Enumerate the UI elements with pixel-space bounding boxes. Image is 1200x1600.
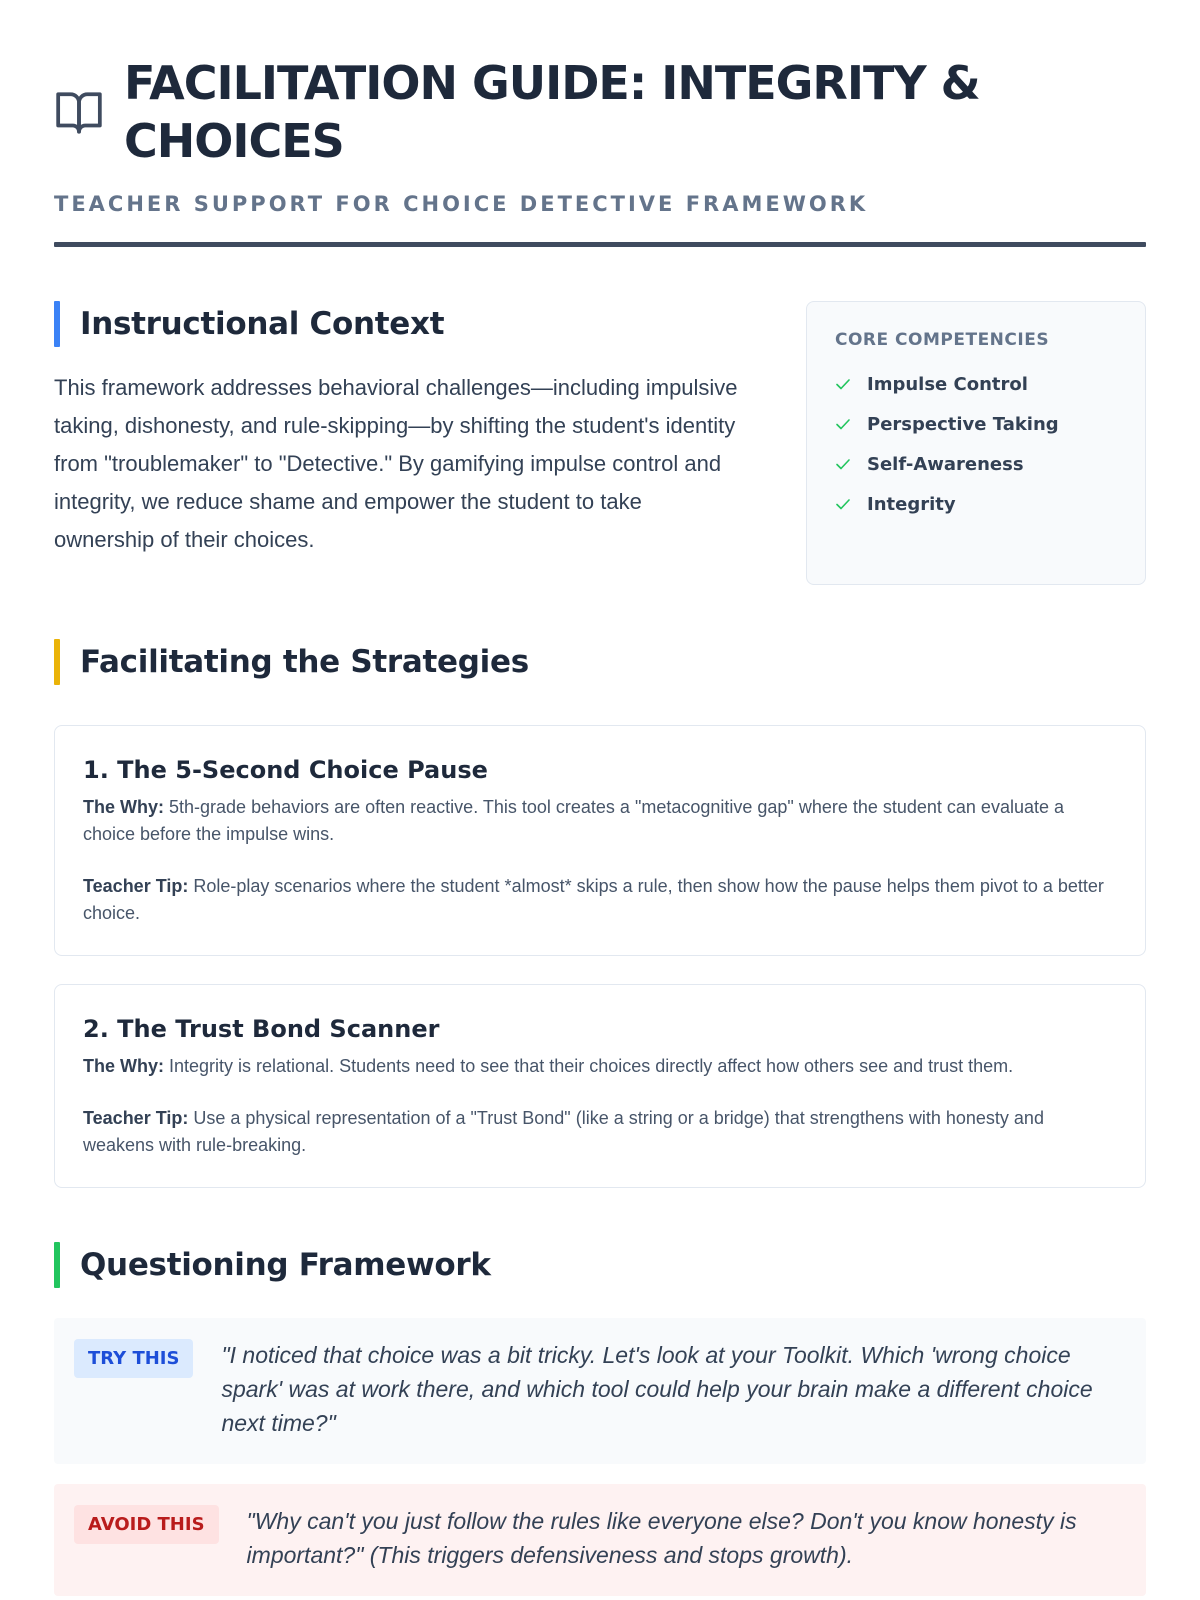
instructional-context-section: [54, 301, 1146, 585]
context-body: This framework addresses behavioral challenges—including impulsive taking, dishonesty, and rule-skipping—by shifting the student's identity from "troublemaker" to "Detective." By gamifying impulse control and integrity, we reduce shame and empower the student to take ownership of their choices.: [54, 375, 738, 552]
strategy-tip: [83, 873, 1117, 927]
check-icon: [835, 416, 851, 432]
section-heading-strategies: [54, 639, 1146, 685]
competency-label: Impulse Control: [867, 373, 1028, 395]
check-icon: [835, 456, 851, 472]
avoid-this-text: "Why can't you just follow the rules like everyone else? Don't you know honesty is important?" (This triggers defensiveness and stops growth).: [246, 1508, 1077, 1568]
tip-text: Use a physical representation of a "Trust Bond" (like a string or a bridge) that strengthens with honesty and weakens with rule-breaking.: [83, 1108, 1044, 1155]
page-header: [54, 54, 1146, 247]
competencies-label: CORE COMPETENCIES: [835, 330, 1050, 350]
strategy-card: [54, 725, 1146, 956]
page-title: FACILITATION GUIDE: INTEGRITY & CHOICES: [124, 56, 980, 168]
check-icon: [835, 496, 851, 512]
strategy-why: [83, 794, 1117, 848]
section-accent-bar: [54, 301, 60, 347]
competencies-list: [835, 364, 1117, 524]
strategy-tip: [83, 1105, 1117, 1159]
questioning-framework-section: [54, 1242, 1146, 1596]
try-this-box: [54, 1318, 1146, 1464]
strategies-section: [54, 639, 1146, 1188]
competency-item: [835, 484, 1117, 524]
tip-label: Teacher Tip:: [83, 1108, 189, 1128]
competency-item: [835, 404, 1117, 444]
section-accent-bar: [54, 639, 60, 685]
core-competencies-box: [806, 301, 1146, 585]
why-text: Integrity is relational. Students need to see that their choices directly affect how others see and trust them.: [169, 1056, 1014, 1076]
page-subtitle: TEACHER SUPPORT FOR CHOICE DETECTIVE FRAMEWORK: [54, 192, 869, 216]
section-title-context: Instructional Context: [80, 306, 445, 342]
section-title-strategies: Facilitating the Strategies: [80, 644, 529, 680]
strategy-why: [83, 1053, 1117, 1080]
section-heading-context: [54, 301, 744, 347]
avoid-this-box: [54, 1484, 1146, 1596]
book-open-icon: [54, 88, 104, 138]
context-main: [54, 301, 744, 585]
header-divider: [54, 242, 1146, 247]
tip-text: Role-play scenarios where the student *almost* skips a rule, then show how the pause helps them pivot to a better choice.: [83, 876, 1104, 923]
avoid-this-badge: AVOID THIS: [74, 1505, 219, 1544]
section-accent-bar: [54, 1242, 60, 1288]
check-icon: [835, 376, 851, 392]
strategy-title: 2. The Trust Bond Scanner: [83, 1015, 440, 1043]
competency-label: Perspective Taking: [867, 413, 1059, 435]
why-text: 5th-grade behaviors are often reactive. This tool creates a "metacognitive gap" where the student can evaluate a choice before the impulse wins.: [83, 797, 1064, 844]
why-label: The Why:: [83, 1056, 164, 1076]
try-this-text: "I noticed that choice was a bit tricky. Let's look at your Toolkit. Which 'wrong choice spark' was at work there, and which tool could help your brain make a different choice next time?": [221, 1342, 1093, 1436]
competency-item: [835, 364, 1117, 404]
section-heading-questioning: [54, 1242, 1146, 1288]
try-this-badge: TRY THIS: [74, 1339, 193, 1378]
tip-label: Teacher Tip:: [83, 876, 189, 896]
why-label: The Why:: [83, 797, 164, 817]
strategy-title: 1. The 5-Second Choice Pause: [83, 756, 488, 784]
competency-label: Self-Awareness: [867, 453, 1024, 475]
competency-item: [835, 444, 1117, 484]
competency-label: Integrity: [867, 493, 956, 515]
section-title-questioning: Questioning Framework: [80, 1247, 491, 1283]
strategy-card: [54, 984, 1146, 1188]
